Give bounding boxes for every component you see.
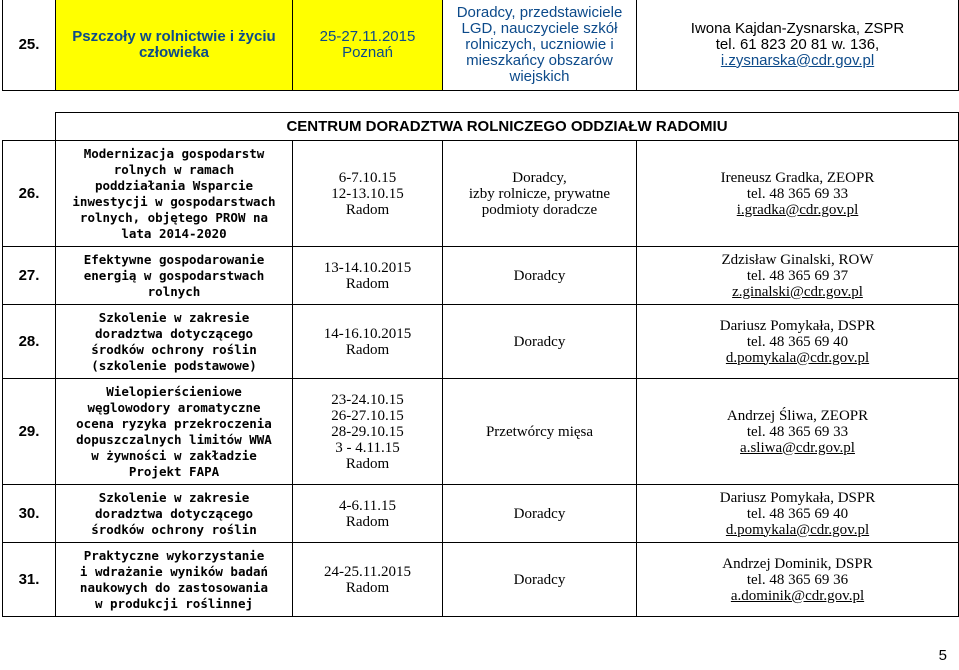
place-line: Poznań (342, 43, 393, 61)
title-line: człowieka (138, 43, 210, 61)
date-line: 28-29.10.15 (331, 423, 404, 440)
contact-phone: tel. 48 365 69 33 (746, 423, 849, 440)
audience-line: wiejskich (509, 67, 570, 85)
place-line: Radom (345, 455, 390, 472)
contact-email-link[interactable]: i.gradka@cdr.gov.pl (736, 201, 859, 218)
training-topic (56, 485, 293, 543)
training-date (293, 0, 443, 91)
place-line: Radom (345, 341, 390, 358)
contact-name: Dariusz Pomykała, DSPR (719, 489, 876, 506)
date-line: 25-27.11.2015 (319, 27, 416, 45)
topic-line: Efektywne gospodarowanie (83, 251, 265, 267)
contact (637, 305, 959, 379)
audience-line: Przetwórcy mięsa (485, 423, 594, 440)
topic-line: Wielopierścieniowe (106, 383, 242, 399)
date-line: 6-7.10.15 (338, 169, 397, 186)
topic-line: dopuszczalnych limitów WWA (76, 431, 272, 447)
topic-line: poddziałania Wsparcie (94, 177, 254, 193)
table-row-25 (3, 0, 959, 91)
topic-line: lata 2014-2020 (121, 225, 227, 241)
topic-line: Praktyczne wykorzystanie (83, 547, 265, 563)
topic-line: w produkcji roślinnej (94, 595, 254, 611)
contact-name: Dariusz Pomykała, DSPR (719, 317, 876, 334)
audience (443, 543, 637, 617)
training-date (293, 379, 443, 485)
topic-line: Modernizacja gospodarstw (83, 145, 265, 161)
section-header-row (3, 113, 959, 141)
row-number: 26. (3, 141, 56, 247)
table-row (3, 379, 959, 485)
table-row (3, 543, 959, 617)
place-line: Radom (345, 513, 390, 530)
topic-line: doradztwa dotyczącego (94, 505, 254, 521)
audience-line: Doradcy (513, 505, 566, 522)
row-number: 31. (3, 543, 56, 617)
contact-phone: tel. 48 365 69 36 (746, 571, 849, 588)
table-row (3, 141, 959, 247)
topic-line: rolnych, objętego PROW na (79, 209, 269, 225)
topic-line: (szkolenie podstawowe) (91, 357, 257, 373)
contact-phone: tel. 48 365 69 33 (746, 185, 849, 202)
row-number: 28. (3, 305, 56, 379)
audience (443, 141, 637, 247)
audience-line: podmioty doradcze (481, 201, 598, 218)
contact-email-link[interactable]: z.ginalski@cdr.gov.pl (732, 283, 863, 300)
place-line: Radom (345, 201, 390, 218)
table-row (3, 485, 959, 543)
audience (443, 0, 637, 91)
training-date (293, 305, 443, 379)
date-line: 26-27.10.15 (331, 407, 404, 424)
contact (637, 0, 959, 91)
topic-line: środków ochrony roślin (91, 521, 257, 537)
contact (637, 543, 959, 617)
topic-line: środków ochrony roślin (91, 341, 257, 357)
contact (637, 247, 959, 305)
contact-phone: tel. 61 823 20 81 w. 136, (715, 35, 880, 53)
topic-line: węglowodory aromatyczne (87, 399, 261, 415)
place-line: Radom (345, 579, 390, 596)
audience-line: izby rolnicze, prywatne (468, 185, 611, 202)
place-line: Radom (345, 275, 390, 292)
topic-line: doradztwa dotyczącego (94, 325, 254, 341)
audience (443, 305, 637, 379)
audience-line: rolniczych, uczniowie i (465, 35, 614, 53)
title-line: Pszczoły w rolnictwie i życiu (72, 27, 276, 45)
contact (637, 485, 959, 543)
training-topic (56, 141, 293, 247)
audience (443, 247, 637, 305)
audience-line: Doradcy (513, 267, 566, 284)
contact-email-link[interactable]: a.dominik@cdr.gov.pl (730, 587, 865, 604)
topic-line: inwestycji w gospodarstwach (72, 193, 276, 209)
section-title: CENTRUM DORADZTWA ROLNICZEGO ODDZIAŁW RADOMIU (56, 113, 959, 141)
row-number: 29. (3, 379, 56, 485)
top-table (2, 0, 959, 91)
row-number: 30. (3, 485, 56, 543)
contact-phone: tel. 48 365 69 37 (746, 267, 849, 284)
contact-phone: tel. 48 365 69 40 (746, 505, 849, 522)
topic-line: rolnych (147, 283, 201, 299)
schedule-table (2, 112, 959, 617)
topic-line: Szkolenie w zakresie (98, 489, 250, 505)
contact-name: Andrzej Śliwa, ZEOPR (726, 407, 869, 424)
date-line: 13-14.10.2015 (323, 259, 412, 276)
training-date (293, 141, 443, 247)
table-row (3, 305, 959, 379)
audience-line: Doradcy, (512, 169, 567, 186)
contact-name: Ireneusz Gradka, ZEOPR (720, 169, 875, 186)
contact-email-link[interactable]: a.sliwa@cdr.gov.pl (740, 439, 855, 456)
contact-email-link[interactable]: d.pomykala@cdr.gov.pl (725, 349, 870, 366)
page-number: 5 (938, 647, 947, 664)
training-date (293, 543, 443, 617)
topic-line: w żywności w zakładzie (91, 447, 257, 463)
audience-line: Doradcy, przedstawiciele (456, 3, 623, 21)
date-line: 12-13.10.15 (331, 185, 404, 202)
row-number: 25. (3, 0, 56, 91)
audience (443, 379, 637, 485)
training-topic (56, 305, 293, 379)
topic-line: energią w gospodarstwach (83, 267, 265, 283)
topic-line: Szkolenie w zakresie (98, 309, 250, 325)
contact-phone: tel. 48 365 69 40 (746, 333, 849, 350)
table-row (3, 247, 959, 305)
topic-line: rolnych w ramach (113, 161, 235, 177)
date-line: 23-24.10.15 (331, 391, 404, 408)
date-line: 3 - 4.11.15 (335, 439, 400, 456)
contact-name: Zdzisław Ginalski, ROW (721, 251, 874, 268)
audience-line: Doradcy (513, 333, 566, 350)
contact-email-link[interactable]: d.pomykala@cdr.gov.pl (725, 521, 870, 538)
topic-line: Projekt FAPA (128, 463, 220, 479)
date-line: 4-6.11.15 (339, 497, 396, 514)
date-line: 24-25.11.2015 (324, 563, 411, 580)
training-topic (56, 379, 293, 485)
training-title (56, 0, 293, 91)
training-date (293, 485, 443, 543)
contact (637, 141, 959, 247)
contact-name: Andrzej Dominik, DSPR (722, 555, 873, 572)
training-topic (56, 247, 293, 305)
contact-name: Iwona Kajdan-Zysnarska, ZSPR (690, 19, 905, 37)
audience (443, 485, 637, 543)
training-date (293, 247, 443, 305)
topic-line: ocena ryzyka przekroczenia (76, 415, 272, 431)
row-number: 27. (3, 247, 56, 305)
audience-line: Doradcy (513, 571, 566, 588)
contact (637, 379, 959, 485)
contact-email-link[interactable]: i.zysnarska@cdr.gov.pl (720, 51, 875, 69)
audience-line: mieszkańcy obszarów (466, 51, 613, 69)
topic-line: naukowych do zastosowania (79, 579, 269, 595)
training-topic (56, 543, 293, 617)
audience-line: LGD, nauczyciele szkół (461, 19, 618, 37)
topic-line: i wdrażanie wyników badań (79, 563, 269, 579)
date-line: 14-16.10.2015 (323, 325, 412, 342)
